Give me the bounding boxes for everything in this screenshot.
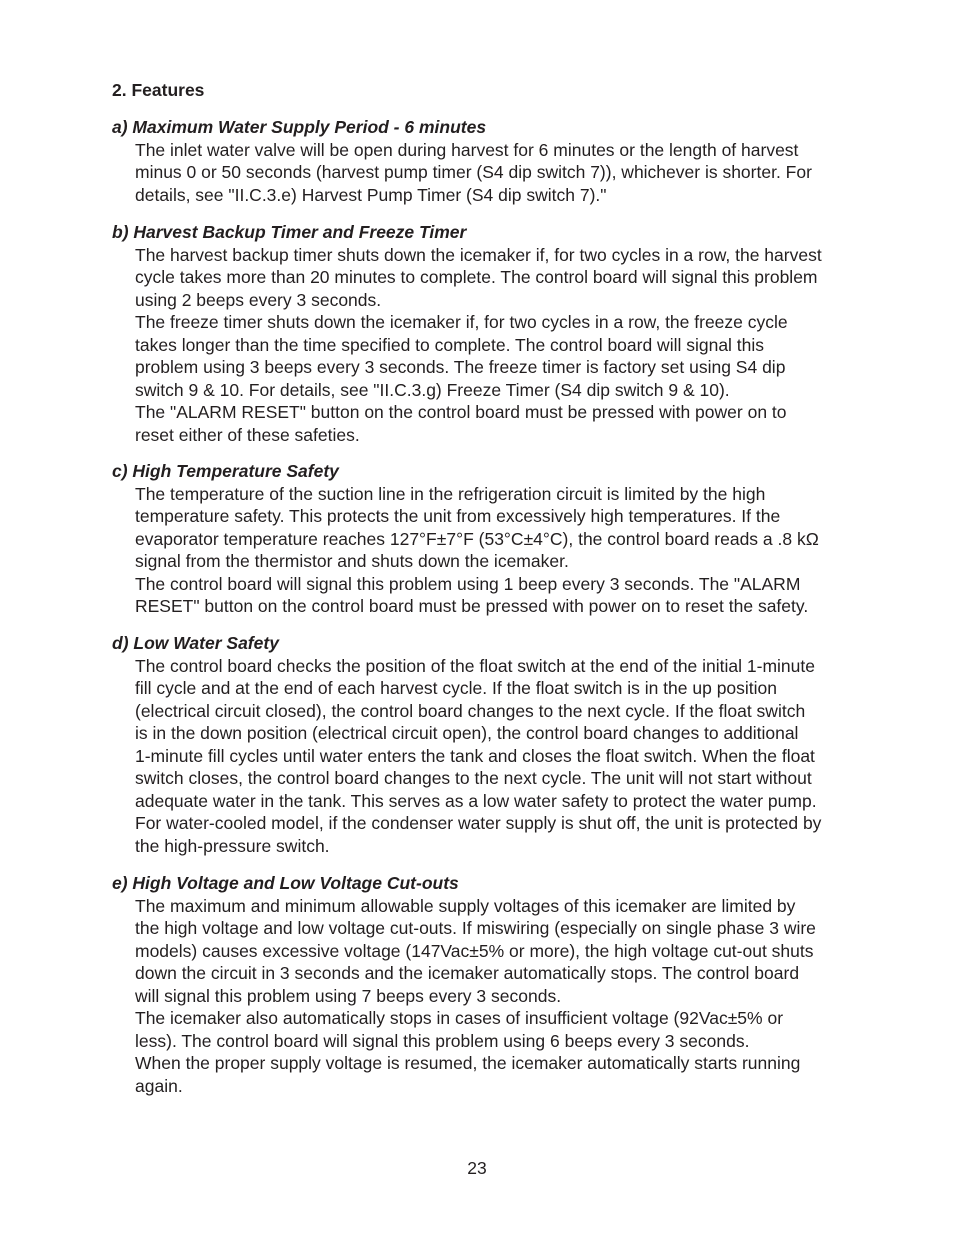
body-line: When the proper supply voltage is resumed, the icemaker automatically starts running	[135, 1053, 801, 1073]
body-line: The maximum and minimum allowable supply voltages of this icemaker are limited by	[135, 895, 796, 916]
section-max-water-supply	[112, 116, 872, 206]
body-line: takes longer than the time specified to complete. The control board will signal this	[135, 334, 765, 355]
body-line: minus 0 or 50 seconds (harvest pump timer (S4 dip switch 7)), whichever is shorter. For	[135, 162, 812, 182]
body-line: details, see "II.C.3.e) Harvest Pump Timer (S4 dip switch 7)."	[135, 184, 607, 205]
body-line: the high-pressure switch.	[135, 835, 330, 856]
section-low-water-safety	[112, 632, 872, 857]
body-line: reset either of these safeties.	[135, 424, 360, 445]
body-line: problem using 3 beeps every 3 seconds. The freeze timer is factory set using S4 dip	[135, 357, 786, 377]
features-heading: 2. Features	[112, 80, 205, 100]
section-body	[135, 655, 872, 858]
body-line: models) causes excessive voltage (147Vac±5% or more), the high voltage cut-out shuts	[135, 940, 814, 961]
body-line: temperature safety. This protects the unit from excessively high temperatures. If the	[135, 506, 781, 526]
body-line: The control board checks the position of the float switch at the end of the initial 1-minute	[135, 655, 815, 676]
body-line: adequate water in the tank. This serves as a low water safety to protect the water pump.	[135, 790, 817, 811]
section-body	[135, 244, 872, 447]
section-body	[135, 139, 872, 207]
body-line: For water-cooled model, if the condenser water supply is shut off, the unit is protected by	[135, 813, 822, 833]
body-line: The inlet water valve will be open during harvest for 6 minutes or the length of harvest	[135, 139, 799, 160]
body-line: is in the down position (electrical circuit open), the control board changes to additional	[135, 723, 799, 743]
body-line: signal from the thermistor and shuts down the icemaker.	[135, 551, 569, 571]
section-body	[135, 895, 872, 1098]
section-title: d) Low Water Safety	[112, 633, 279, 653]
body-line: The icemaker also automatically stops in cases of insufficient voltage (92Vac±5% or	[135, 1008, 784, 1028]
body-line: The temperature of the suction line in the refrigeration circuit is limited by the high	[135, 483, 766, 504]
section-title: b) Harvest Backup Timer and Freeze Timer	[112, 222, 467, 242]
page-number: 23	[467, 1158, 487, 1178]
section-harvest-backup-timer	[112, 221, 872, 446]
section-title: a) Maximum Water Supply Period - 6 minutes	[112, 117, 487, 137]
body-line: down the circuit in 3 seconds and the icemaker automatically stops. The control board	[135, 963, 800, 983]
section-title: c) High Temperature Safety	[112, 461, 339, 481]
body-line: switch closes, the control board changes to the next cycle. The unit will not start without	[135, 768, 812, 788]
body-line: fill cycle and at the end of each harvest cycle. If the float switch is in the up position	[135, 678, 778, 698]
body-line: The control board will signal this problem using 1 beep every 3 seconds. The "ALARM	[135, 573, 801, 594]
section-title: e) High Voltage and Low Voltage Cut-outs	[112, 873, 459, 893]
body-line: RESET" button on the control board must be pressed with power on to reset the safety.	[135, 596, 809, 616]
body-line: cycle takes more than 20 minutes to complete. The control board will signal this problem	[135, 267, 818, 287]
body-line: again.	[135, 1075, 183, 1096]
body-line: The freeze timer shuts down the icemaker if, for two cycles in a row, the freeze cycle	[135, 312, 788, 332]
section-body	[135, 483, 872, 618]
body-line: The "ALARM RESET" button on the control board must be pressed with power on to	[135, 402, 787, 422]
body-line: using 2 beeps every 3 seconds.	[135, 289, 382, 310]
body-line: The harvest backup timer shuts down the icemaker if, for two cycles in a row, the harvest	[135, 244, 822, 265]
section-voltage-cutouts	[112, 872, 872, 1097]
section-high-temperature-safety	[112, 460, 872, 618]
body-line: less). The control board will signal this problem using 6 beeps every 3 seconds.	[135, 1030, 750, 1051]
body-line: switch 9 & 10. For details, see "II.C.3.g) Freeze Timer (S4 dip switch 9 & 10).	[135, 379, 730, 400]
body-line: will signal this problem using 7 beeps every 3 seconds.	[135, 985, 562, 1006]
body-line: the high voltage and low voltage cut-outs. If miswiring (especially on single phase 3 wire	[135, 918, 816, 938]
body-line: (electrical circuit closed), the control board changes to the next cycle. If the float switch	[135, 700, 806, 721]
body-line: evaporator temperature reaches 127°F±7°F (53°C±4°C), the control board reads a .8 kΩ	[135, 528, 819, 549]
body-line: 1-minute fill cycles until water enters the tank and closes the float switch. When the float	[135, 745, 815, 766]
